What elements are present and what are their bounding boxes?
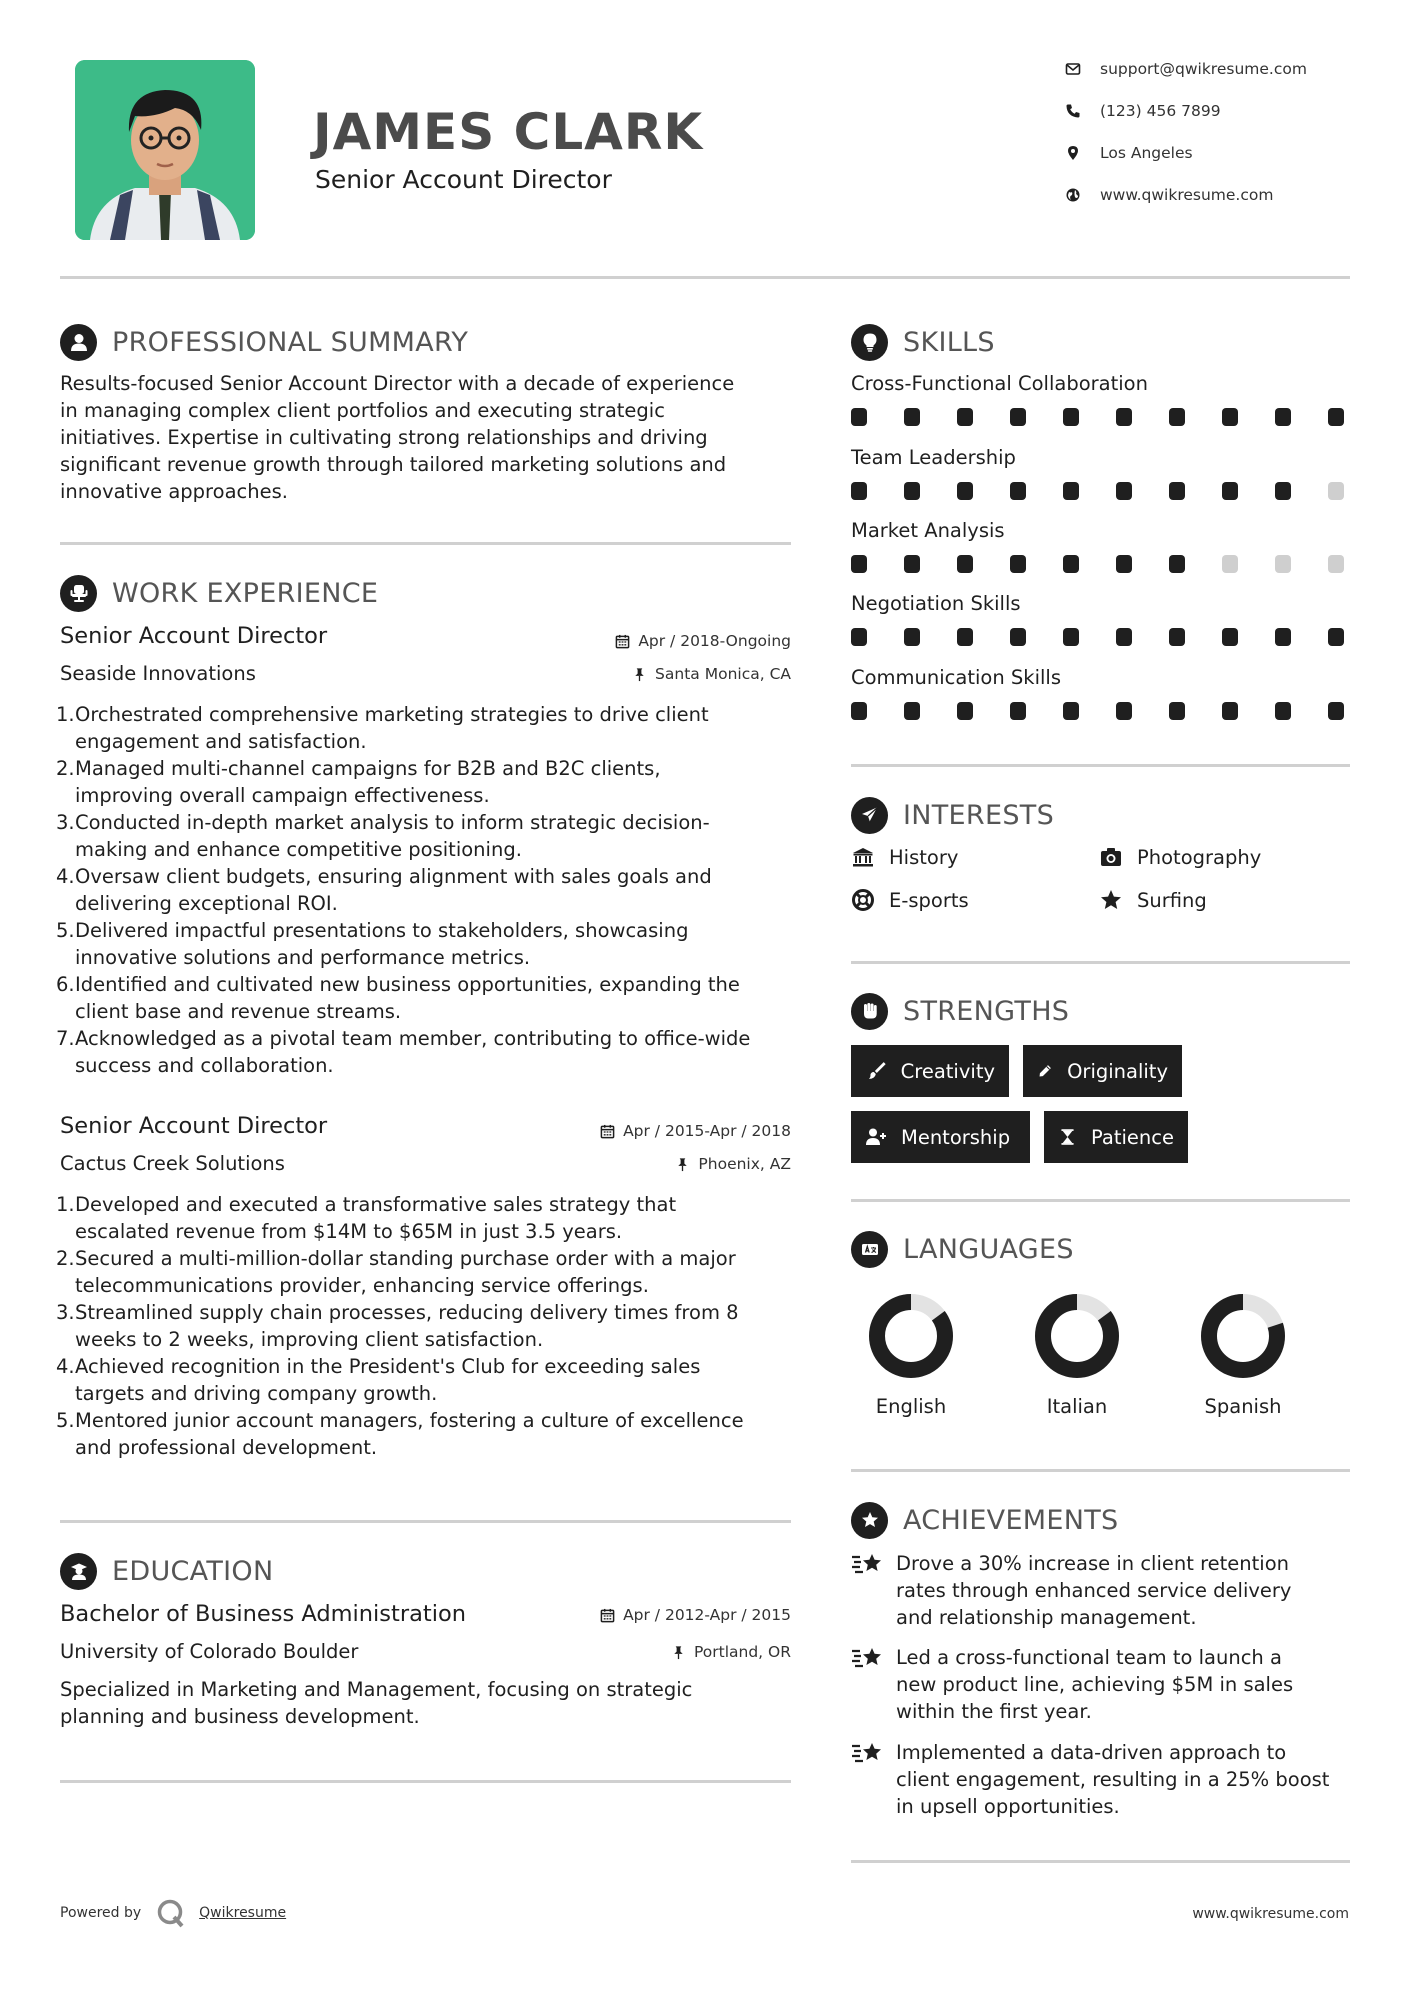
achievement-line: new product line, achieving $5M in sales bbox=[896, 1673, 1294, 1696]
language-item bbox=[1017, 1291, 1137, 1418]
footer-url[interactable]: www.qwikresume.com bbox=[1192, 1906, 1349, 1922]
bullet-number: 3. bbox=[56, 1301, 75, 1324]
interests-divider bbox=[851, 961, 1350, 964]
bullet-line: Achieved recognition in the President's Club for exceeding sales bbox=[75, 1355, 701, 1378]
profile-photo-image bbox=[75, 60, 255, 240]
education-location-text: Portland, OR bbox=[693, 1643, 791, 1661]
skill-dot-filled bbox=[1063, 482, 1079, 500]
bullet-line: telecommunications provider, enhancing service offerings. bbox=[75, 1274, 649, 1297]
achievement-line: client engagement, resulting in a 25% boost bbox=[896, 1768, 1330, 1791]
interest-item bbox=[851, 845, 958, 869]
job-location bbox=[675, 1155, 791, 1173]
profile-photo bbox=[75, 60, 255, 240]
achievement-line: within the first year. bbox=[896, 1700, 1092, 1723]
pushpin-icon bbox=[675, 1157, 690, 1172]
bullet-line: Developed and executed a transformative sales strategy that bbox=[75, 1193, 677, 1216]
skill-dot-filled bbox=[1222, 482, 1238, 500]
interest-item bbox=[1099, 888, 1207, 912]
experience-section-header bbox=[60, 573, 378, 613]
summary-text bbox=[60, 370, 795, 505]
skill-dot-filled bbox=[1222, 628, 1238, 646]
lightbulb-icon bbox=[851, 324, 888, 361]
bullet-line: targets and driving company growth. bbox=[75, 1382, 438, 1405]
bullet-number: 2. bbox=[56, 1247, 75, 1270]
contact-website-text: www.qwikresume.com bbox=[1100, 186, 1274, 204]
education-divider bbox=[60, 1780, 791, 1783]
skill-dot-filled bbox=[1063, 702, 1079, 720]
hourglass-icon bbox=[1058, 1126, 1077, 1148]
skills-heading: SKILLS bbox=[903, 326, 995, 358]
skill-dot-filled bbox=[1275, 482, 1291, 500]
bullet-item bbox=[56, 755, 796, 809]
skill-dot-filled bbox=[957, 555, 973, 573]
education-line: Specialized in Marketing and Management, focusing on strategic bbox=[60, 1678, 693, 1701]
strength-label: Creativity bbox=[900, 1059, 995, 1083]
contact-email-text: support@qwikresume.com bbox=[1100, 60, 1307, 78]
skill-dot-filled bbox=[904, 408, 920, 426]
shooting-star-icon bbox=[851, 1644, 885, 1674]
strengths-divider bbox=[851, 1199, 1350, 1202]
job-dates bbox=[615, 632, 791, 650]
footer-powered-by bbox=[60, 1897, 286, 1929]
language-name: English bbox=[875, 1395, 947, 1418]
skill-dot-filled bbox=[851, 628, 867, 646]
bullet-line: Managed multi-channel campaigns for B2B and B2C clients, bbox=[75, 757, 661, 780]
language-icon bbox=[851, 1231, 888, 1268]
summary-divider bbox=[60, 542, 791, 545]
skill-name: Negotiation Skills bbox=[851, 592, 1021, 615]
interests-heading: INTERESTS bbox=[903, 799, 1055, 831]
chair-icon bbox=[60, 575, 97, 612]
bullet-line: escalated revenue from $14M to $65M in just 3.5 years. bbox=[75, 1220, 623, 1243]
strengths-section-header bbox=[851, 991, 1069, 1031]
map-pin-icon bbox=[1062, 145, 1084, 161]
bullet-item bbox=[56, 701, 796, 755]
fist-icon bbox=[851, 993, 888, 1030]
experience-heading: WORK EXPERIENCE bbox=[112, 577, 379, 609]
job-entry bbox=[56, 1110, 791, 1470]
user-icon bbox=[60, 324, 97, 361]
qwikresume-link[interactable]: Qwikresume bbox=[199, 1905, 287, 1921]
bank-icon bbox=[851, 845, 875, 869]
contact-location-text: Los Angeles bbox=[1100, 144, 1193, 162]
achievements-heading: ACHIEVEMENTS bbox=[903, 1504, 1119, 1536]
summary-heading: PROFESSIONAL SUMMARY bbox=[112, 326, 469, 358]
achievement-text bbox=[896, 1644, 1293, 1725]
shooting-star-icon bbox=[851, 1550, 885, 1580]
skill-dot-empty bbox=[1275, 555, 1291, 573]
skill-dot-filled bbox=[1169, 702, 1185, 720]
strength-label: Patience bbox=[1091, 1125, 1174, 1149]
strength-label: Mentorship bbox=[901, 1125, 1011, 1149]
header-divider bbox=[60, 276, 1350, 279]
graduate-icon bbox=[60, 1553, 97, 1590]
skill-dot-filled bbox=[1010, 702, 1026, 720]
strengths-heading: STRENGTHS bbox=[903, 995, 1070, 1027]
skill-dot-filled bbox=[957, 702, 973, 720]
bullet-number: 7. bbox=[56, 1027, 75, 1050]
bullet-item bbox=[56, 1025, 796, 1079]
skill-name: Market Analysis bbox=[851, 519, 1005, 542]
language-name: Spanish bbox=[1204, 1395, 1282, 1418]
education-description bbox=[60, 1676, 791, 1730]
achievement-item bbox=[851, 1739, 1361, 1820]
skill-dot-empty bbox=[1328, 482, 1344, 500]
bullet-line: improving overall campaign effectiveness. bbox=[75, 784, 490, 807]
skill-dot-filled bbox=[957, 408, 973, 426]
bullet-number: 5. bbox=[56, 1409, 75, 1432]
skill-rating bbox=[851, 482, 1351, 500]
achievement-line: in upsell opportunities. bbox=[896, 1795, 1120, 1818]
language-name: Italian bbox=[1046, 1395, 1108, 1418]
achievements-section-header bbox=[851, 1500, 1119, 1540]
bullet-number: 5. bbox=[56, 919, 75, 942]
calendar-icon bbox=[615, 634, 630, 649]
skill-dot-filled bbox=[957, 482, 973, 500]
skill-rating bbox=[851, 628, 1351, 646]
achievement-text bbox=[896, 1739, 1329, 1820]
contact-location bbox=[1062, 140, 1362, 166]
job-dates-text: Apr / 2015-Apr / 2018 bbox=[623, 1122, 791, 1140]
calendar-icon bbox=[600, 1608, 615, 1623]
powered-by-text: Powered by bbox=[60, 1905, 142, 1921]
skill-dot-filled bbox=[851, 482, 867, 500]
education-line: planning and business development. bbox=[60, 1705, 420, 1728]
skill-dot-filled bbox=[1116, 702, 1132, 720]
interest-item bbox=[851, 888, 969, 912]
bullet-line: engagement and satisfaction. bbox=[75, 730, 367, 753]
skill-dot-filled bbox=[1169, 555, 1185, 573]
skill-dot-filled bbox=[1010, 628, 1026, 646]
skill-dot-filled bbox=[904, 628, 920, 646]
bullet-item bbox=[56, 971, 796, 1025]
bullet-number: 3. bbox=[56, 811, 75, 834]
bullet-item bbox=[56, 1191, 796, 1245]
phone-icon bbox=[1062, 103, 1084, 119]
interest-label: History bbox=[889, 845, 959, 869]
interests-section-header bbox=[851, 795, 1054, 835]
skill-dot-filled bbox=[1010, 482, 1026, 500]
star-badge-icon bbox=[851, 1502, 888, 1539]
degree: Bachelor of Business Administration bbox=[60, 1601, 466, 1627]
skill-dot-filled bbox=[957, 628, 973, 646]
skill-dot-filled bbox=[1169, 482, 1185, 500]
achievements-divider bbox=[851, 1860, 1350, 1863]
job-location-text: Santa Monica, CA bbox=[655, 665, 791, 683]
job-dates bbox=[600, 1122, 791, 1140]
star-icon bbox=[1099, 888, 1123, 912]
strength-label: Originality bbox=[1067, 1059, 1168, 1083]
candidate-name: JAMES CLARK bbox=[313, 103, 704, 161]
skill-dot-filled bbox=[1116, 482, 1132, 500]
job-title: Senior Account Director bbox=[60, 1113, 328, 1139]
education-dates-text: Apr / 2012-Apr / 2015 bbox=[623, 1606, 791, 1624]
skill-dot-filled bbox=[1063, 408, 1079, 426]
skill-dot-filled bbox=[1063, 555, 1079, 573]
bullet-number: 2. bbox=[56, 757, 75, 780]
skill-dot-filled bbox=[851, 555, 867, 573]
education-section-header bbox=[60, 1551, 273, 1591]
bullet-number: 1. bbox=[56, 703, 75, 726]
skill-dot-filled bbox=[1328, 702, 1344, 720]
qwikresume-logo-icon bbox=[155, 1897, 187, 1929]
skill-name: Cross-Functional Collaboration bbox=[851, 372, 1148, 395]
bullet-line: Acknowledged as a pivotal team member, contributing to office-wide bbox=[75, 1027, 751, 1050]
bullet-line: delivering exceptional ROI. bbox=[75, 892, 338, 915]
achievement-line: Implemented a data-driven approach to bbox=[896, 1741, 1287, 1764]
bullet-item bbox=[56, 809, 796, 863]
interest-label: Surfing bbox=[1137, 888, 1207, 912]
summary-line: in managing complex client portfolios and executing strategic bbox=[60, 399, 665, 422]
camera-icon bbox=[1099, 845, 1123, 869]
calendar-icon bbox=[600, 1124, 615, 1139]
paper-plane-icon bbox=[851, 797, 888, 834]
achievement-line: rates through enhanced service delivery bbox=[896, 1579, 1292, 1602]
globe-icon bbox=[1062, 187, 1084, 203]
job-title: Senior Account Director bbox=[60, 623, 328, 649]
skill-dot-filled bbox=[1275, 408, 1291, 426]
skill-dot-filled bbox=[904, 555, 920, 573]
language-level-ring bbox=[1032, 1291, 1122, 1381]
skill-dot-filled bbox=[1116, 628, 1132, 646]
language-level-ring bbox=[1198, 1291, 1288, 1381]
achievement-item bbox=[851, 1550, 1361, 1631]
interest-label: E-sports bbox=[889, 888, 969, 912]
skill-dot-filled bbox=[1010, 408, 1026, 426]
skill-dot-filled bbox=[1116, 555, 1132, 573]
strength-tag bbox=[1023, 1045, 1182, 1097]
experience-divider bbox=[60, 1520, 791, 1523]
skill-dot-filled bbox=[1116, 408, 1132, 426]
achievement-text bbox=[896, 1550, 1291, 1631]
bullet-line: Conducted in-depth market analysis to inform strategic decision- bbox=[75, 811, 710, 834]
skills-divider bbox=[851, 764, 1350, 767]
bullet-line: making and enhance competitive positioning. bbox=[75, 838, 522, 861]
bullet-line: Streamlined supply chain processes, reducing delivery times from 8 bbox=[75, 1301, 739, 1324]
achievement-line: Led a cross-functional team to launch a bbox=[896, 1646, 1282, 1669]
skill-dot-filled bbox=[1328, 628, 1344, 646]
skill-dot-filled bbox=[1275, 702, 1291, 720]
achievement-line: Drove a 30% increase in client retention bbox=[896, 1552, 1290, 1575]
bullet-line: Secured a multi-million-dollar standing purchase order with a major bbox=[75, 1247, 736, 1270]
shooting-star-icon bbox=[851, 1739, 885, 1769]
pushpin-icon bbox=[632, 667, 647, 682]
job-bullets bbox=[56, 701, 796, 1079]
contact-email[interactable] bbox=[1062, 56, 1362, 82]
education-entry bbox=[60, 1598, 791, 1728]
bullet-number: 1. bbox=[56, 1193, 75, 1216]
skill-dot-filled bbox=[1169, 408, 1185, 426]
bullet-line: and professional development. bbox=[75, 1436, 378, 1459]
summary-line: innovative approaches. bbox=[60, 480, 288, 503]
envelope-icon bbox=[1062, 61, 1084, 77]
lifebuoy-icon bbox=[851, 888, 875, 912]
skill-dot-filled bbox=[1169, 628, 1185, 646]
education-location bbox=[671, 1643, 791, 1661]
summary-line: Results-focused Senior Account Director with a decade of experience bbox=[60, 372, 735, 395]
bullet-line: success and collaboration. bbox=[75, 1054, 334, 1077]
bullet-item bbox=[56, 1407, 796, 1461]
languages-section-header bbox=[851, 1229, 1074, 1269]
languages-divider bbox=[851, 1469, 1350, 1472]
skill-dot-empty bbox=[1222, 555, 1238, 573]
achievement-line: and relationship management. bbox=[896, 1606, 1197, 1629]
skill-dot-filled bbox=[1328, 408, 1344, 426]
skill-dot-filled bbox=[904, 482, 920, 500]
job-location-text: Phoenix, AZ bbox=[698, 1155, 791, 1173]
bullet-line: Orchestrated comprehensive marketing strategies to drive client bbox=[75, 703, 709, 726]
strength-tag bbox=[1044, 1111, 1188, 1163]
summary-line: significant revenue growth through tailored marketing solutions and bbox=[60, 453, 727, 476]
job-entry bbox=[56, 620, 791, 1080]
strength-tag bbox=[851, 1111, 1030, 1163]
skill-dot-filled bbox=[851, 408, 867, 426]
languages-heading: LANGUAGES bbox=[903, 1233, 1074, 1265]
skill-dot-filled bbox=[1010, 555, 1026, 573]
education-dates bbox=[600, 1606, 791, 1624]
pushpin-icon bbox=[671, 1645, 686, 1660]
skill-dot-filled bbox=[851, 702, 867, 720]
job-company: Cactus Creek Solutions bbox=[60, 1152, 285, 1175]
pencil-icon bbox=[1037, 1060, 1053, 1082]
bullet-item bbox=[56, 917, 796, 971]
skill-dot-filled bbox=[1222, 408, 1238, 426]
bullet-item bbox=[56, 1299, 796, 1353]
language-item bbox=[1183, 1291, 1303, 1418]
bullet-line: Oversaw client budgets, ensuring alignment with sales goals and bbox=[75, 865, 712, 888]
job-dates-text: Apr / 2018-Ongoing bbox=[638, 632, 791, 650]
job-bullets bbox=[56, 1191, 796, 1461]
skill-name: Team Leadership bbox=[851, 446, 1016, 469]
bullet-line: weeks to 2 weeks, improving client satisfaction. bbox=[75, 1328, 544, 1351]
skill-dot-filled bbox=[904, 702, 920, 720]
education-heading: EDUCATION bbox=[112, 1555, 274, 1587]
summary-line: initiatives. Expertise in cultivating strong relationships and driving bbox=[60, 426, 708, 449]
contact-phone[interactable] bbox=[1062, 98, 1362, 124]
language-level-ring bbox=[866, 1291, 956, 1381]
interest-item bbox=[1099, 845, 1261, 869]
skill-dot-filled bbox=[1222, 702, 1238, 720]
job-location bbox=[632, 665, 791, 683]
strength-tag bbox=[851, 1045, 1009, 1097]
user-plus-icon bbox=[865, 1126, 887, 1148]
skills-section-header bbox=[851, 322, 995, 362]
skill-rating bbox=[851, 702, 1351, 720]
school: University of Colorado Boulder bbox=[60, 1640, 359, 1663]
skill-dot-filled bbox=[1063, 628, 1079, 646]
contact-website[interactable] bbox=[1062, 182, 1362, 208]
skill-name: Communication Skills bbox=[851, 666, 1061, 689]
skill-rating bbox=[851, 408, 1351, 426]
summary-section-header bbox=[60, 322, 468, 362]
skill-rating bbox=[851, 555, 1351, 573]
bullet-item bbox=[56, 1245, 796, 1299]
bullet-line: client base and revenue streams. bbox=[75, 1000, 402, 1023]
interest-label: Photography bbox=[1137, 845, 1262, 869]
bullet-number: 6. bbox=[56, 973, 75, 996]
contact-phone-text: (123) 456 7899 bbox=[1100, 102, 1221, 120]
bullet-line: Delivered impactful presentations to stakeholders, showcasing bbox=[75, 919, 689, 942]
bullet-line: Identified and cultivated new business opportunities, expanding the bbox=[75, 973, 740, 996]
bullet-number: 4. bbox=[56, 865, 75, 888]
bullet-item bbox=[56, 1353, 796, 1407]
candidate-title: Senior Account Director bbox=[315, 165, 612, 194]
bullet-line: Mentored junior account managers, fostering a culture of excellence bbox=[75, 1409, 744, 1432]
paintbrush-icon bbox=[865, 1060, 887, 1082]
bullet-item bbox=[56, 863, 796, 917]
achievement-item bbox=[851, 1644, 1361, 1725]
bullet-number: 4. bbox=[56, 1355, 75, 1378]
language-item bbox=[851, 1291, 971, 1418]
skill-dot-filled bbox=[1275, 628, 1291, 646]
job-company: Seaside Innovations bbox=[60, 662, 256, 685]
skill-dot-empty bbox=[1328, 555, 1344, 573]
bullet-line: innovative solutions and performance metrics. bbox=[75, 946, 531, 969]
